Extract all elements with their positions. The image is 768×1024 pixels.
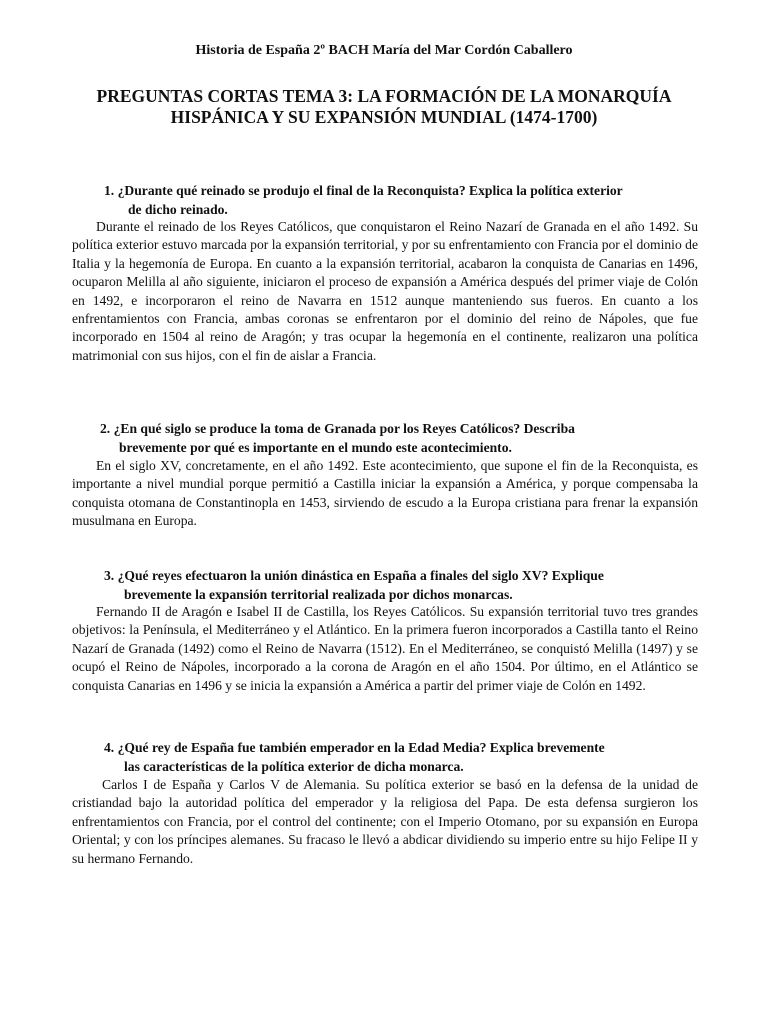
question-text-line2: brevemente por qué es importante en el mundo este acontecimiento. [119,439,512,455]
answer-2: En el siglo XV, concretamente, en el año 1492. Este acontecimiento, que supone el fin de la Reconquista, es importante a nivel mundial porque permitió a Castilla iniciar la expansión a América, y porque compensaba la conquista otomana de Constantinopla en 1453, sirviendo de escudo a la Europa cristiana para frenar la expansión musulmana en Europa. [72,458,698,529]
question-text-line1: ¿En qué siglo se produce la toma de Granada por los Reyes Católicos? Describa [113,421,575,436]
document-title: PREGUNTAS CORTAS TEMA 3: LA FORMACIÓN DE LA MONARQUÍA HISPÁNICA Y SU EXPANSIÓN MUNDIAL (1474-1700) [96,86,672,127]
question-3 [104,567,684,604]
question-text-line2: las características de la política exterior de dicha monarca. [124,758,464,774]
question-number: 3. [104,568,115,583]
answer-1: Durante el reinado de los Reyes Católicos, que conquistaron el Reino Nazarí de Granada en el año 1492. Su política exterior estuvo marcada por la expansión territorial, y por su enfrentamiento con Francia por el dominio de Italia y la hegemonía de Europa. En cuanto a la expansión territorial, acabaron la conquista de Canarias en 1496, ocuparon Melilla al año siguiente, iniciaron el proceso de expansión a América después del primer viaje de Colón en 1492, e incorporaron el reino de Navarra en 1512 aunque manteniendo sus fueros. En cuanto a los enfrentamientos con Francia, ambas coronas se enfrentaron por el dominio del reino de Nápoles, que fue incorporado en 1504 al reino de Aragón; y tras ocupar la hegemonía en el continente, realizaron una política matrimonial con sus hijos, con el fin de aislar a Francia. [72,219,698,363]
question-number: 1. [104,183,115,198]
document-header: Historia de España 2º BACH María del Mar Cordón Caballero [195,43,573,58]
question-text-line1: ¿Qué reyes efectuaron la unión dinástica en España a finales del siglo XV? Explique [117,568,604,583]
question-4 [104,739,684,776]
answer-4: Carlos I de España y Carlos V de Alemania. Su política exterior se basó en la defensa de la unidad de cristiandad bajo la autoridad política del emperador y la religiosa del Papa. De esta defensa surgieron los enfrentamientos con Francia, por el control del continente; con el Imperio Otomano, por su expansión en Europa Oriental; y con los príncipes alemanes. Su fracaso le llevó a abdicar dividiendo su imperio entre su hijo Felipe II y su hermano Fernando. [72,777,698,866]
question-number: 4. [104,740,115,755]
question-1 [104,182,704,219]
question-text-line2: de dicho reinado. [128,201,228,217]
question-text-line2: brevemente la expansión territorial realizada por dichos monarcas. [124,586,513,602]
answer-3: Fernando II de Aragón e Isabel II de Castilla, los Reyes Católicos. Su expansión territorial tuvo tres grandes objetivos: la Península, el Mediterráneo y el Atlántico. En la primera fueron incorporados a Castilla tanto el Reino Nazarí de Granada (1492) como el Reino de Navarra (1512). En el Mediterráneo, se conquistó Melilla (1497) y se ocupó el Reino de Nápoles, incorporado a la corona de Aragón en el año 1504. Por último, en el Atlántico se conquista Canarias en 1496 y se inicia la expansión a América a partir del primer viaje de Colón en 1492. [72,604,698,693]
question-2 [100,420,660,457]
question-text-line1: ¿Durante qué reinado se produjo el final de la Reconquista? Explica la política exterior [117,183,623,198]
question-text-line1: ¿Qué rey de España fue también emperador en la Edad Media? Explica brevemente [117,740,605,755]
question-number: 2. [100,421,111,436]
